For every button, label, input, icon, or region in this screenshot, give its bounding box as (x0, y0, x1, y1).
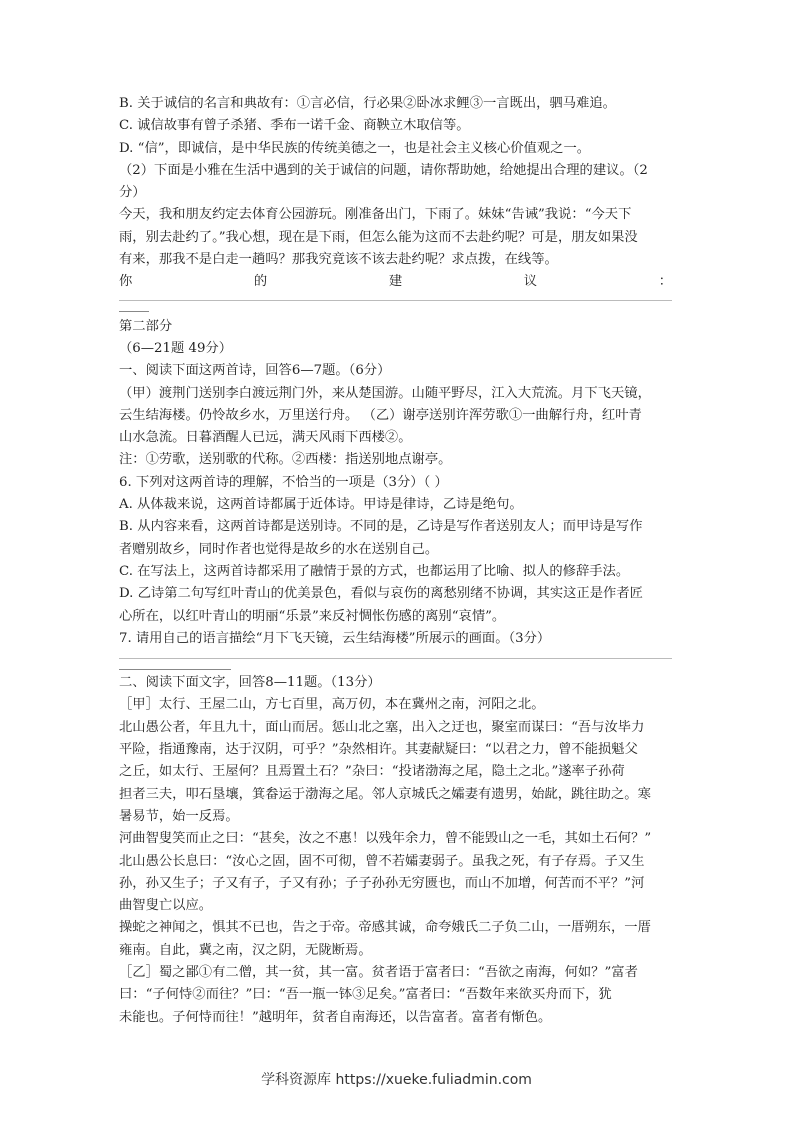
poem-line: （甲）渡荆门送别李白渡远荆门外，来从楚国游。山随平野尽，江入大荒流。月下飞天镜， (119, 385, 651, 401)
advice-prompt (119, 271, 672, 293)
passage-jia-line: 曲智叟亡以应。 (119, 898, 213, 914)
advice-char: 你 (119, 274, 133, 290)
poem-note: 注：①劳歌，送别歌的代称。②西楼：指送别地点谢亭。 (119, 452, 452, 468)
question-7: 7. 请用自己的语言描绘“月下飞天镜，云生结海楼”所展示的画面。（3分） (119, 630, 551, 646)
question-6-option-d: D. 乙诗第二句写红叶青山的优美景色，看似与哀伤的离愁别绪不协调，其实这正是作者匠 (119, 586, 643, 602)
passage-jia-line: 雍南。自此，冀之南，汉之阴，无陇断焉。 (119, 942, 372, 958)
question-6-option-b: 者赠别故乡，同时作者也觉得是故乡的水在送别自己。 (119, 541, 439, 557)
answer-line-end (119, 311, 149, 312)
story-line: 今天，我和朋友约定去体育公园游玩。刚准备出门，下雨了。妹妹“告诫”我说：“今天下 (119, 207, 632, 223)
passage-jia-line: 北山愚公者，年且九十，面山而居。惩山北之塞，出入之迂也，聚室而谋曰：“吾与汝毕力 (119, 719, 645, 735)
answer-line-end (119, 669, 231, 670)
advice-char: 的 (253, 274, 268, 290)
question-6-option-d: 心所在，以红叶青山的明丽“乐景”来反衬惆怅伤感的离别“哀情”。 (119, 608, 506, 624)
question-6-option-a: A. 从体裁来说，这两首诗都属于近体诗。甲诗是律诗，乙诗是绝句。 (119, 497, 523, 513)
passage-jia-line: 暑易节，始一反焉。 (119, 808, 239, 824)
passage-jia-line: 孙，孙又生子；子又有子，子又有孙；子子孙孙无穷匮也，而山不加增，何苦而不平？”河 (119, 875, 645, 891)
story-line: 有来，那我不是白走一趟吗？那我究竟该不该去赴约呢？求点拨，在线等。 (119, 252, 558, 268)
advice-char: ： (658, 274, 672, 290)
passage-jia-line: 北山愚公长息曰：“汝心之固，固不可彻，曾不若孀妻弱子。虽我之死，有子存焉。子又生 (119, 853, 645, 869)
question-2-line: 分） (119, 185, 146, 201)
answer-line (119, 300, 672, 301)
option-d: D. “信”，即诚信，是中华民族的传统美德之一，也是社会主义核心价值观之一。 (119, 140, 591, 156)
option-b: B. 关于诚信的名言和典故有：①言必信，行必果②卧冰求鲤③一言既出，驷马难追。 (119, 96, 616, 111)
part-heading: 第二部分 (119, 318, 173, 334)
story-line: 雨，别去赴约了。”我心想，现在是下雨，但怎么能为这而不去赴约呢？可是，朋友如果没 (119, 229, 638, 245)
advice-char: 议 (523, 274, 538, 290)
passage-jia-line: 河曲智叟笑而止之曰：“甚矣，汝之不惠！以残年余力，曾不能毁山之一毛，其如土石何？” (119, 831, 652, 847)
question-2-line: （2）下面是小雅在生活中遇到的关于诚信的问题，请你帮助她，给她提出合理的建议。（2 (119, 162, 648, 178)
passage-yi-line: 曰：“子何恃②而往？”曰：“吾一瓶一钵③足矣。”富者曰：“吾数年来欲买舟而下，犹 (119, 987, 612, 1003)
passage-jia-line: 操蛇之神闻之，惧其不已也，告之于帝。帝感其诚，命夸娥氏二子负二山，一厝朔东，一厝 (119, 920, 651, 936)
section-1-title: 一、阅读下面这两首诗，回答6—7题。（6分） (119, 363, 391, 379)
passage-yi-line: ［乙］蜀之鄙①有二僧，其一贫，其一富。贫者语于富者曰：“吾欲之南海，何如？”富者 (119, 964, 638, 980)
question-6-option-c: C. 在写法上，这两首诗都采用了融情于景的方式，也都运用了比喻、拟人的修辞手法。 (119, 563, 630, 579)
option-c: C. 诚信故事有曾子杀猪、季布一诺千金、商鞅立木取信等。 (119, 118, 470, 134)
passage-jia-line: 担者三夫，叩石垦壤，箕畚运于渤海之尾。邻人京城氏之孀妻有遗男，始龀，跳往助之。寒 (119, 786, 651, 802)
question-6: 6. 下列对这两首诗的理解，不恰当的一项是（3分）（ ） (119, 474, 448, 490)
section-2-title: 二、阅读下面文字，回答8—11题。（13分） (119, 675, 381, 691)
poem-line: 山水急流。日暮酒醒人已远，满天风雨下西楼②。 (119, 430, 412, 446)
question-6-option-b: B. 从内容来看，这两首诗都是送别诗。不同的是，乙诗是写作者送别友人；而甲诗是写作 (119, 519, 643, 535)
advice-char: 建 (388, 274, 403, 290)
passage-jia-line: 平险，指通豫南，达于汉阴，可乎？”杂然相许。其妻献疑曰：“以君之力，曾不能损魁父 (119, 742, 638, 758)
part-range: （6—21题 49分） (119, 340, 233, 356)
passage-jia-line: 之丘，如太行、王屋何？且焉置土石？”杂曰：“投诸渤海之尾，隐土之北。”遂率子孙荷 (119, 764, 625, 780)
poem-line: 云生结海楼。仍怜故乡水，万里送行舟。 （乙）谢亭送别许浑劳歌①一曲解行舟，红叶青 (119, 407, 642, 423)
footer-watermark: 学科资源库 https://xueke.fuliadmin.com (261, 1072, 532, 1088)
answer-line (119, 658, 672, 659)
passage-jia-line: ［甲］太行、王屋二山，方七百里，高万仞，本在冀州之南，河阳之北。 (119, 697, 545, 713)
document-body (119, 93, 672, 1029)
passage-yi-line: 未能也。子何恃而往！”越明年，贫者自南海还，以告富者。富者有惭色。 (119, 1009, 552, 1025)
